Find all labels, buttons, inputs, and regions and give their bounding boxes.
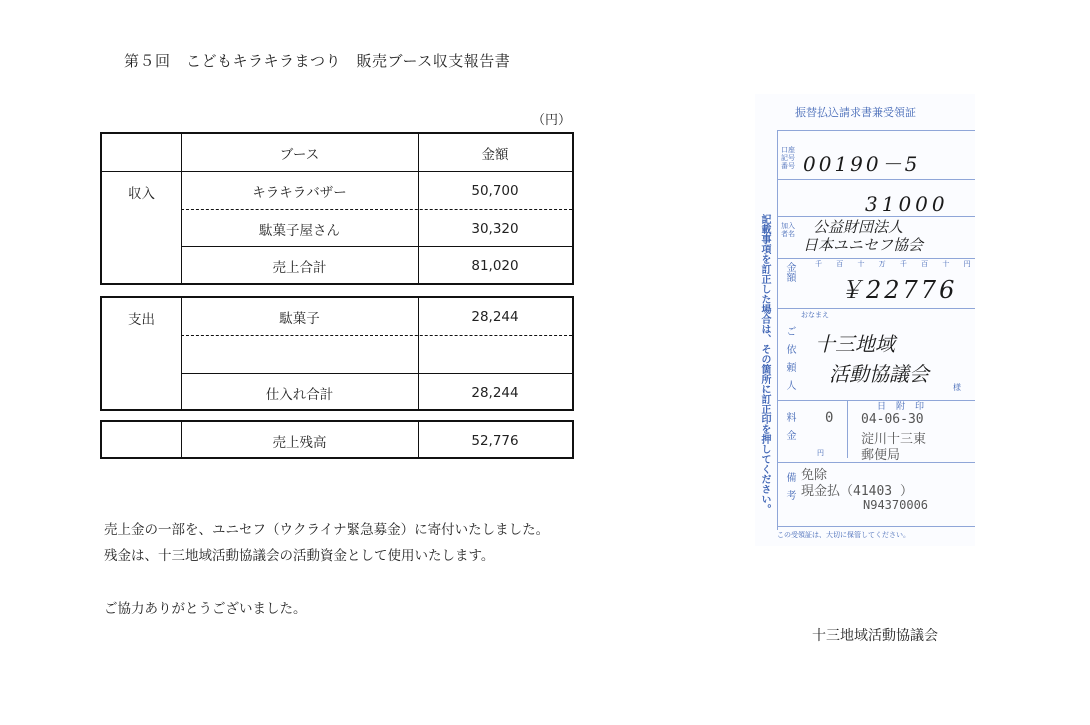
expense-table (100, 296, 574, 411)
income-total-amount: 81,020 (471, 257, 519, 274)
receipt-title: 振替払込請求書兼受領証 (795, 106, 916, 119)
payee-line-2: 日本ユニセフ協会 (803, 236, 924, 254)
signature: 十三地域活動協議会 (812, 628, 938, 644)
receipt-side-note: 記載事項を訂正した場合は、その箇所に訂正印を押してください。 (759, 214, 770, 514)
message-line-1: 売上金の一部を、ユニセフ（ウクライナ緊急募金）に寄付いたしました。 (104, 522, 550, 538)
yen-label: 円 (817, 449, 824, 457)
amount-label: 金額 (784, 262, 795, 282)
booth-cell: 駄菓子 (279, 310, 320, 327)
postal-receipt (755, 94, 975, 546)
sender-line-1: 十三地域 (815, 332, 895, 356)
income-total-row (102, 247, 572, 284)
expense-total-amount: 28,244 (471, 384, 519, 401)
sender-name-label: おなまえ (801, 311, 829, 319)
account-label: 口座記号番号 (781, 146, 795, 170)
balance-row (102, 422, 572, 459)
stamp-date: 04-06-30 (861, 412, 924, 427)
expense-total-row (102, 374, 572, 411)
income-total-label: 売上合計 (272, 259, 327, 276)
header-booth: ブース (279, 146, 320, 163)
receipt-footer-note: この受領証は、大切に保管してください。 (777, 531, 910, 539)
account-number-2: 31000 (865, 192, 949, 216)
stamp-label: 日附印 (877, 402, 935, 412)
expense-label: 支出 (128, 312, 155, 328)
payee-line-1: 公益財団法人 (813, 218, 904, 236)
stamp-office-1: 淀川十三東 (861, 432, 927, 447)
exempt-stamp: 免除 (801, 468, 828, 483)
sender-label: ご依頼人 (784, 326, 795, 398)
balance-table (100, 420, 574, 459)
table-row (102, 172, 572, 209)
header-amount: 金額 (481, 146, 509, 163)
amount-handwritten: ￥22776 (839, 276, 958, 304)
balance-label: 売上残高 (272, 434, 327, 451)
cash-payment-stamp: 現金払（41403 ） (801, 484, 913, 499)
booth-cell (181, 336, 418, 373)
fee-label: 料金 (784, 412, 795, 448)
message-line-3: ご協力ありがとうございました。 (104, 601, 307, 617)
message-line-2: 残金は、十三地域活動協議会の活動資金として使用いたします。 (104, 548, 495, 564)
table-row (102, 210, 572, 247)
booth-cell: 駄菓子屋さん (259, 222, 340, 239)
amount-cell (418, 336, 572, 373)
booth-cell: キラキラバザー (252, 184, 347, 201)
sender-line-2: 活動協議会 (829, 362, 929, 386)
fee-value: 0 (825, 410, 834, 426)
remarks-label: 備考 (784, 472, 795, 508)
amount-cell: 50,700 (471, 182, 519, 199)
amount-digit-hint: 千 百 十 万 千 百 十 円 (815, 260, 977, 268)
payee-label: 加入者名 (781, 222, 795, 238)
document-title: 第５回 こどもキラキラまつり 販売ブース収支報告書 (124, 52, 511, 70)
balance-amount: 52,776 (471, 432, 519, 449)
table-row (102, 336, 572, 373)
income-table (100, 132, 574, 285)
expense-total-label: 仕入れ合計 (265, 386, 334, 403)
table-row (102, 298, 572, 335)
stamp-office-2: 郵便局 (861, 448, 901, 463)
amount-cell: 30,320 (471, 220, 519, 237)
serial-number: N94370006 (863, 498, 929, 512)
account-number: 00190－5 (803, 152, 921, 176)
amount-cell: 28,244 (471, 308, 519, 325)
table-header-row (102, 134, 572, 171)
sama-label: 様 (953, 383, 961, 392)
income-label: 収入 (128, 186, 155, 202)
unit-label: （円） (532, 113, 572, 128)
